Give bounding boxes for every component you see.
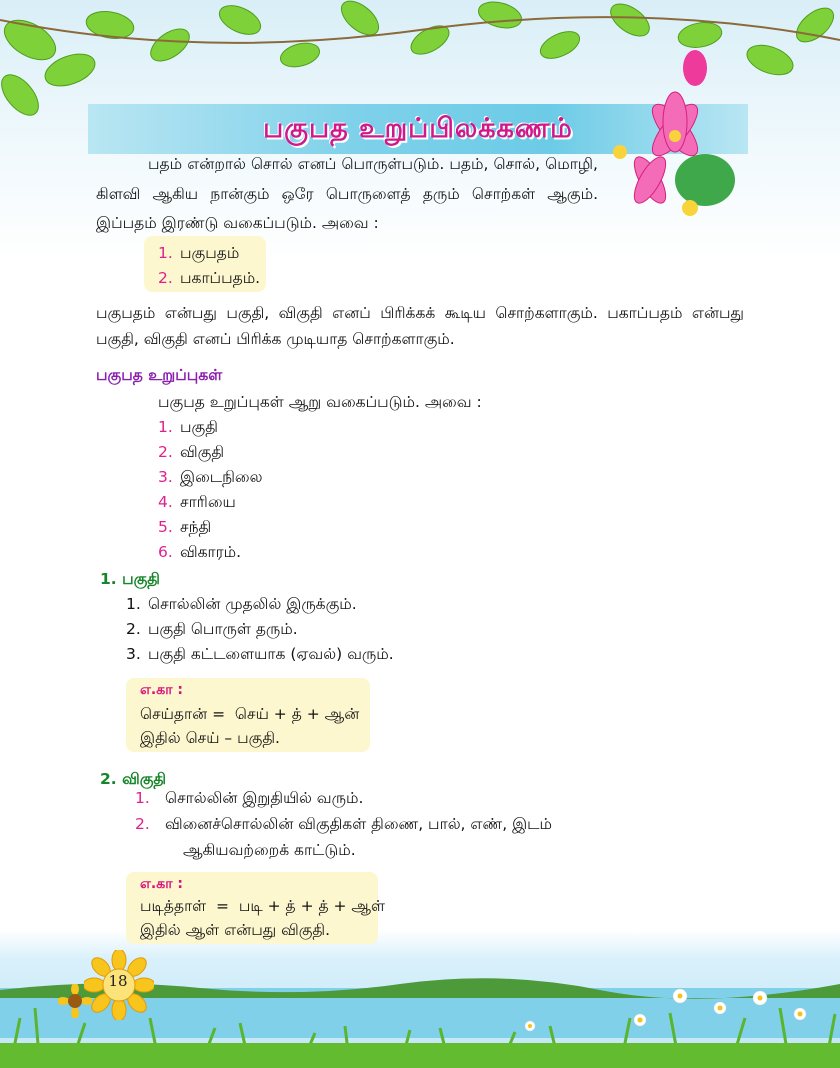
example-line-1: செய்தான் = செய் + த் + ஆன் bbox=[140, 705, 360, 723]
list-text: பகுதி பொருள் தரும். bbox=[148, 620, 298, 638]
intro-line-1: பதம் என்றால் சொல் எனப் பொருள்படும். பதம், சொல், மொழி, bbox=[148, 155, 598, 173]
example-label: எ.கா : bbox=[140, 682, 183, 698]
list-text: பகுதி கட்டளையாக (ஏவல்) வரும். bbox=[148, 645, 394, 663]
list-number: 1. bbox=[135, 789, 150, 807]
list-number: 5. bbox=[158, 518, 173, 536]
list-text-continued: ஆகியவற்றைக் காட்டும். bbox=[183, 841, 356, 859]
page-number: 18 bbox=[108, 972, 128, 990]
list-item bbox=[158, 540, 241, 565]
page-title: பகுபத உறுப்பிலக்கணம் bbox=[263, 113, 573, 144]
list-number: 3. bbox=[126, 645, 141, 663]
section-heading-pakuthi: 1. பகுதி bbox=[100, 570, 160, 588]
list-item bbox=[126, 642, 394, 667]
small-sunflower-icon bbox=[58, 984, 92, 1018]
list-item bbox=[158, 415, 218, 440]
list-item bbox=[158, 465, 262, 490]
list-number: 2. bbox=[135, 815, 150, 833]
list-number: 1. bbox=[126, 595, 141, 613]
list-item bbox=[158, 490, 236, 515]
list-text: பகுபதம் bbox=[180, 244, 240, 262]
list-number: 1. bbox=[158, 244, 173, 262]
list-number: 6. bbox=[158, 543, 173, 561]
definition-line-2: பகுதி, விகுதி எனப் பிரிக்க முடியாத சொற்களாகும். bbox=[96, 330, 455, 348]
intro-line-2: கிளவி ஆகிய நான்கும் ஒரே பொருளைத் தரும் சொற்கள் ஆகும். bbox=[96, 185, 598, 203]
example-label: எ.கா : bbox=[140, 876, 183, 892]
list-text: பகாப்பதம். bbox=[180, 269, 261, 287]
list-item bbox=[158, 241, 239, 266]
intro-line-3: இப்பதம் இரண்டு வகைப்படும். அவை : bbox=[96, 214, 379, 232]
example-line-1: படித்தாள் = படி + த் + த் + ஆள் bbox=[140, 897, 386, 915]
list-number: 2. bbox=[158, 269, 173, 287]
list-item bbox=[135, 812, 552, 837]
list-item bbox=[158, 440, 224, 465]
example-line-2: இதில் ஆள் என்பது விகுதி. bbox=[140, 921, 331, 939]
lotus-flower-icon bbox=[600, 40, 750, 220]
list-text: சொல்லின் இறுதியில் வரும். bbox=[165, 789, 364, 807]
list-text: வினைச்சொல்லின் விகுதிகள் திணை, பால், எண், இடம் bbox=[165, 815, 552, 833]
list-number: 2. bbox=[126, 620, 141, 638]
section-heading-parts: பகுபத உறுப்புகள் bbox=[96, 366, 223, 384]
list-number: 4. bbox=[158, 493, 173, 511]
list-number: 3. bbox=[158, 468, 173, 486]
list-item bbox=[135, 786, 363, 811]
section-heading-vikuthi: 2. விகுதி bbox=[100, 770, 167, 788]
list-text: விகாரம். bbox=[180, 543, 242, 561]
list-text: இடைநிலை bbox=[180, 468, 263, 486]
list-text: சந்தி bbox=[180, 518, 212, 536]
list-text: சொல்லின் முதலில் இருக்கும். bbox=[148, 595, 357, 613]
list-text: சாரியை bbox=[180, 493, 236, 511]
list-text: பகுதி bbox=[180, 418, 218, 436]
list-item bbox=[158, 266, 260, 291]
list-item bbox=[126, 592, 357, 617]
parts-intro: பகுபத உறுப்புகள் ஆறு வகைப்படும். அவை : bbox=[158, 393, 482, 411]
list-item bbox=[158, 515, 211, 540]
list-text: விகுதி bbox=[180, 443, 225, 461]
list-number: 1. bbox=[158, 418, 173, 436]
list-number: 2. bbox=[158, 443, 173, 461]
list-item bbox=[126, 617, 298, 642]
example-line-2: இதில் செய் – பகுதி. bbox=[140, 729, 280, 747]
definition-line-1: பகுபதம் என்பது பகுதி, விகுதி எனப் பிரிக்கக் கூடிய சொற்களாகும். பகாப்பதம் என்பது bbox=[96, 304, 744, 322]
